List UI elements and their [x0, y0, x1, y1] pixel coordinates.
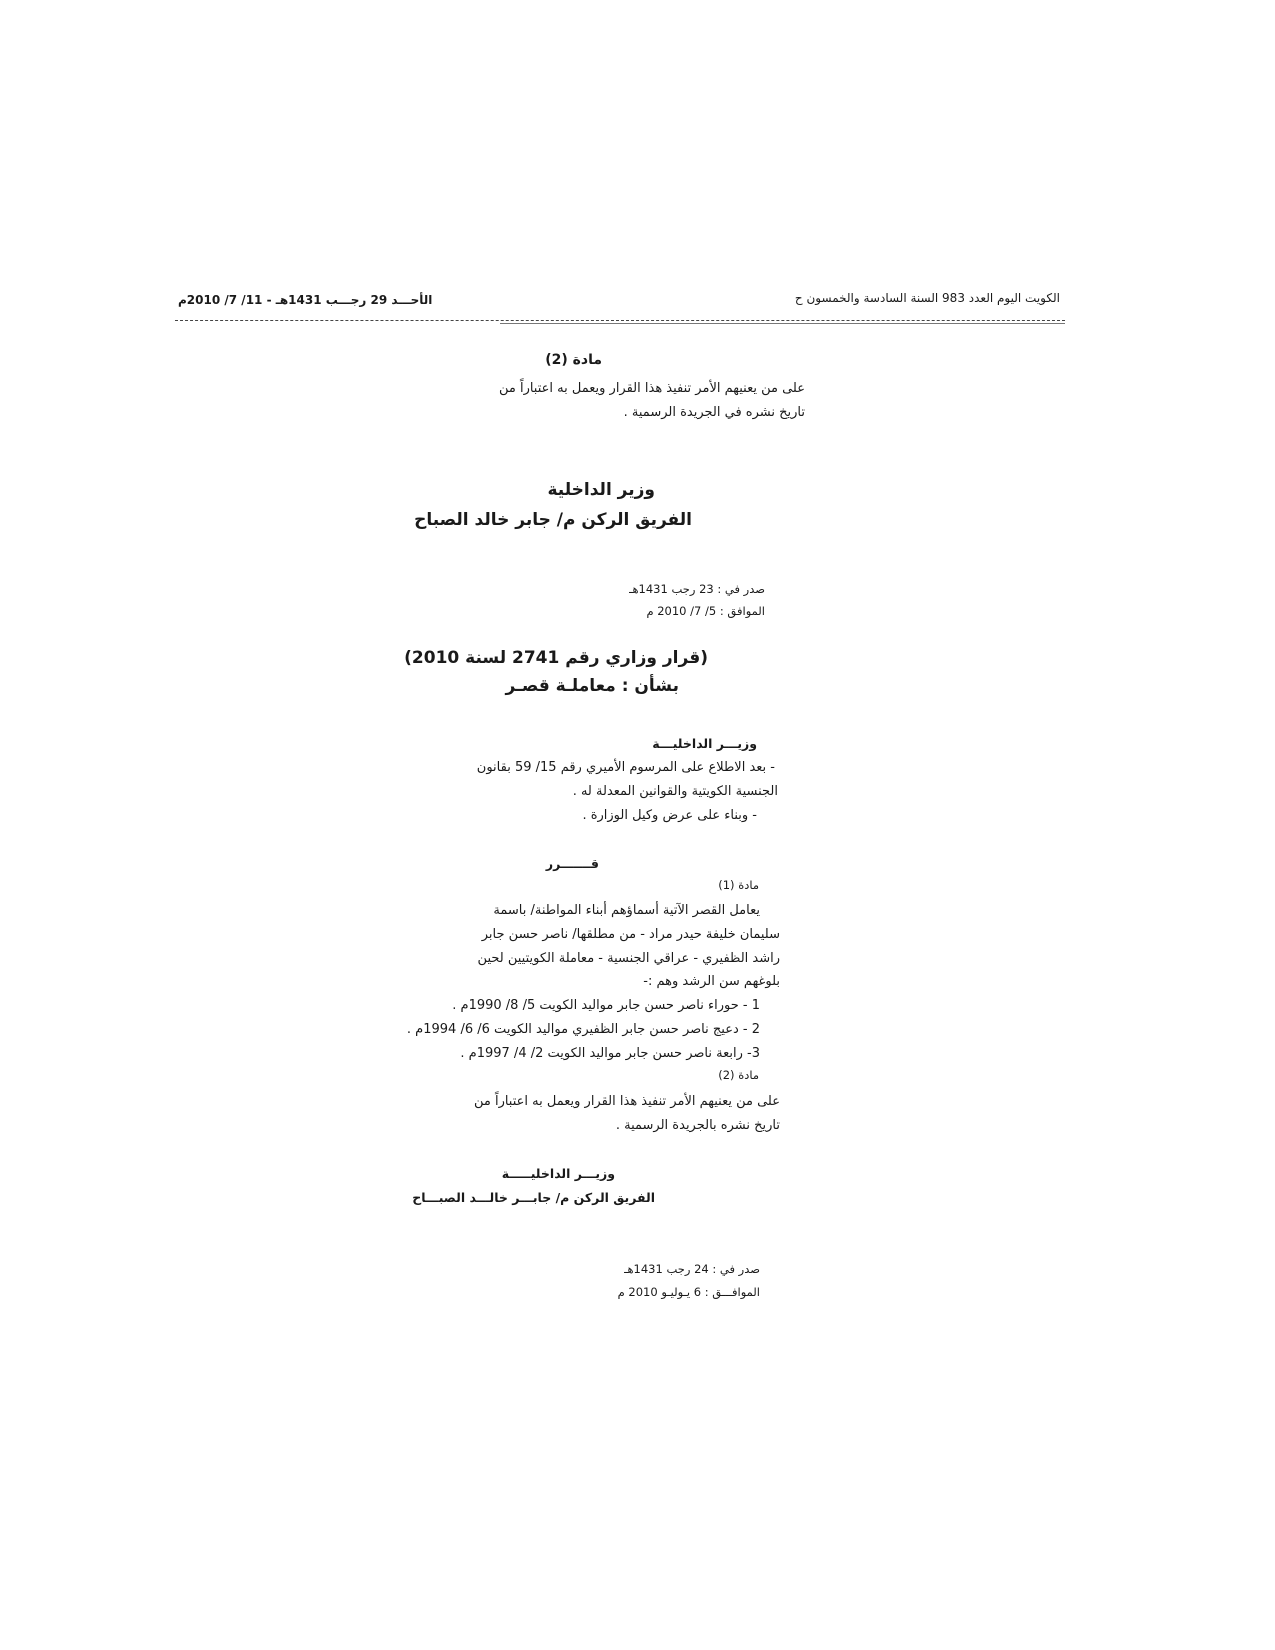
- decides-heading: قـــــــرر: [545, 856, 599, 871]
- minor-item-2: 2 - دعيج ناصر حسن جابر الظفيري مواليد الكويت 6/ 6/ 1994م .: [406, 1022, 760, 1037]
- header-date: الأحـــد 29 رجـــب 1431هـ - 11/ 7/ 2010م: [178, 293, 433, 307]
- decree-minister-heading: وزيـــر الداخليـــة: [652, 736, 757, 751]
- article1-heading: مادة (1): [718, 878, 759, 892]
- decree-title: (قرار وزاري رقم 2741 لسنة 2010): [404, 648, 708, 668]
- decree-issued-hijri: صدر في : 24 رجب 1431هـ: [624, 1262, 760, 1276]
- preamble-line-3: - وبناء على عرض وكيل الوزارة .: [582, 808, 757, 823]
- minor-item-1: 1 - حوراء ناصر حسن جابر مواليد الكويت 5/ 8/ 1990م .: [452, 998, 760, 1013]
- header-divider: [175, 320, 1065, 321]
- article1-line-4: بلوغهم سن الرشد وهم :-: [643, 974, 780, 989]
- decree-minister-name: الفريق الركن م/ جابـــر خالـــد الصبـــاح: [412, 1190, 655, 1205]
- preamble-line-1: - بعد الاطلاع على المرسوم الأميري رقم 15/ 59 بقانون: [476, 760, 775, 775]
- article1-line-2: سليمان خليفة حيدر مراد - من مطلقها/ ناصر حسن جابر: [481, 927, 780, 942]
- article1-line-3: راشد الظفيري - عراقي الجنسية - معاملة الكويتيين لحين: [477, 951, 780, 966]
- article2-heading: مادة (2): [718, 1068, 759, 1082]
- article2-line-2: تاريخ نشره بالجريدة الرسمية .: [615, 1118, 780, 1133]
- prev-article-line-2: تاريخ نشره في الجريدة الرسمية .: [623, 405, 805, 420]
- minor-item-3: 3- رابعة ناصر حسن جابر مواليد الكويت 2/ 4/ 1997م .: [460, 1046, 760, 1061]
- prev-issued-gregorian: الموافق : 5/ 7/ 2010 م: [646, 604, 765, 618]
- header-divider-secondary: [500, 323, 1065, 324]
- article1-line-1: يعامل القصر الآتية أسماؤهم أبناء المواطنة/ باسمة: [493, 903, 760, 918]
- decree-issued-gregorian: الموافـــق : 6 يـوليـو 2010 م: [617, 1285, 760, 1299]
- decree-minister-title: وزيـــر الداخليـــــة: [501, 1166, 615, 1181]
- prev-article-heading: مادة (2): [545, 352, 602, 368]
- prev-minister-name: الفريق الركن م/ جابر خالد الصباح: [414, 510, 692, 530]
- header-publication: الكويت اليوم العدد 983 السنة السادسة والخمسون ح: [794, 291, 1060, 305]
- article2-line-1: على من يعنيهم الأمر تنفيذ هذا القرار ويعمل به اعتباراً من: [473, 1094, 780, 1109]
- preamble-line-2: الجنسية الكويتية والقوانين المعدلة له .: [572, 784, 778, 799]
- decree-subject: بشأن : معاملـة قصـر: [505, 676, 679, 696]
- prev-minister-title: وزير الداخلية: [547, 480, 655, 500]
- prev-article-line-1: على من يعنيهم الأمر تنفيذ هذا القرار ويعمل به اعتباراً من: [498, 381, 805, 396]
- prev-issued-hijri: صدر في : 23 رجب 1431هـ: [629, 582, 765, 596]
